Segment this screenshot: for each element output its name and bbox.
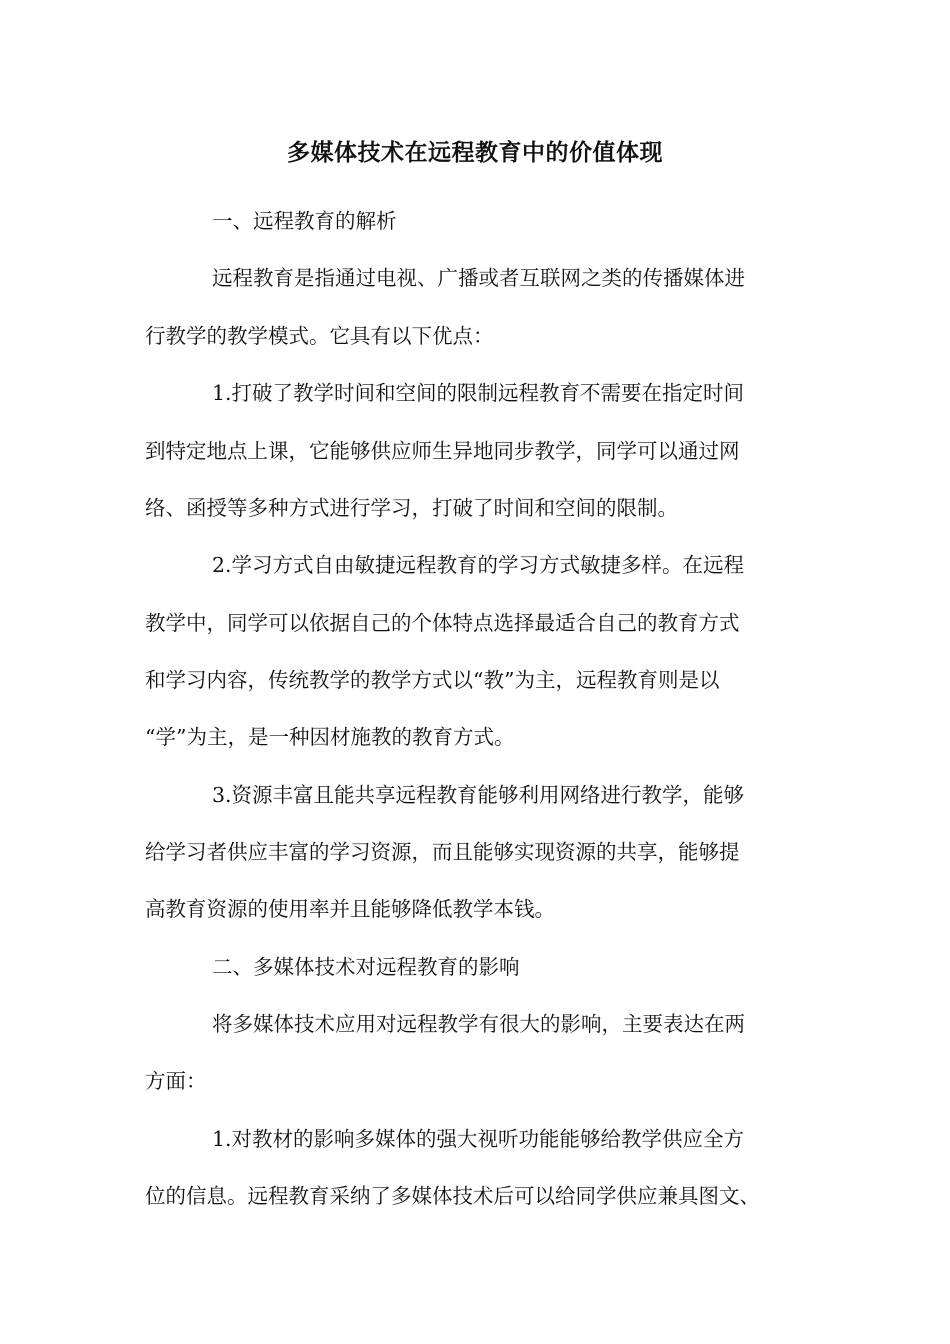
paragraph-line: 络、函授等多种方式进行学习，打破了时间和空间的限制。: [145, 496, 678, 520]
paragraph-line: 给学习者供应丰富的学习资源，而且能够实现资源的共享，能够提: [145, 840, 740, 864]
paragraph-line: 1.对教材的影响多媒体的强大视听功能能够给教学供应全方: [212, 1127, 745, 1151]
paragraph-line: 和学习内容，传统教学的教学方式以“教”为主，远程教育则是以: [145, 668, 720, 692]
heading-section-1: 一、远程教育的解析: [212, 209, 397, 233]
paragraph-line: 2.学习方式自由敏捷远程教育的学习方式敏捷多样。在远程: [212, 553, 745, 577]
paragraph-line: 方面：: [145, 1069, 207, 1093]
paragraph-line: “学”为主，是一种因材施教的教育方式。: [145, 725, 515, 749]
document-title: 多媒体技术在远程教育中的价值体现: [287, 139, 663, 166]
paragraph-line: 高教育资源的使用率并且能够降低教学本钱。: [145, 897, 555, 921]
paragraph-line: 教学中，同学可以依据自己的个体特点选择最适合自己的教育方式: [145, 611, 740, 635]
paragraph-line: 1.打破了教学时间和空间的限制远程教育不需要在指定时间: [212, 381, 745, 405]
heading-section-2: 二、多媒体技术对远程教育的影响: [212, 955, 520, 979]
paragraph-line: 3.资源丰富且能共享远程教育能够利用网络进行教学，能够: [212, 783, 745, 807]
paragraph-line: 行教学的教学模式。它具有以下优点：: [145, 324, 494, 348]
paragraph-line: 位的信息。远程教育采纳了多媒体技术后可以给同学供应兼具图文、: [145, 1184, 760, 1208]
paragraph-line: 远程教育是指通过电视、广播或者互联网之类的传播媒体进: [212, 266, 745, 290]
paragraph-line: 到特定地点上课，它能够供应师生异地同步教学，同学可以通过网: [145, 439, 740, 463]
paragraph-line: 将多媒体技术应用对远程教学有很大的影响，主要表达在两: [212, 1012, 745, 1036]
